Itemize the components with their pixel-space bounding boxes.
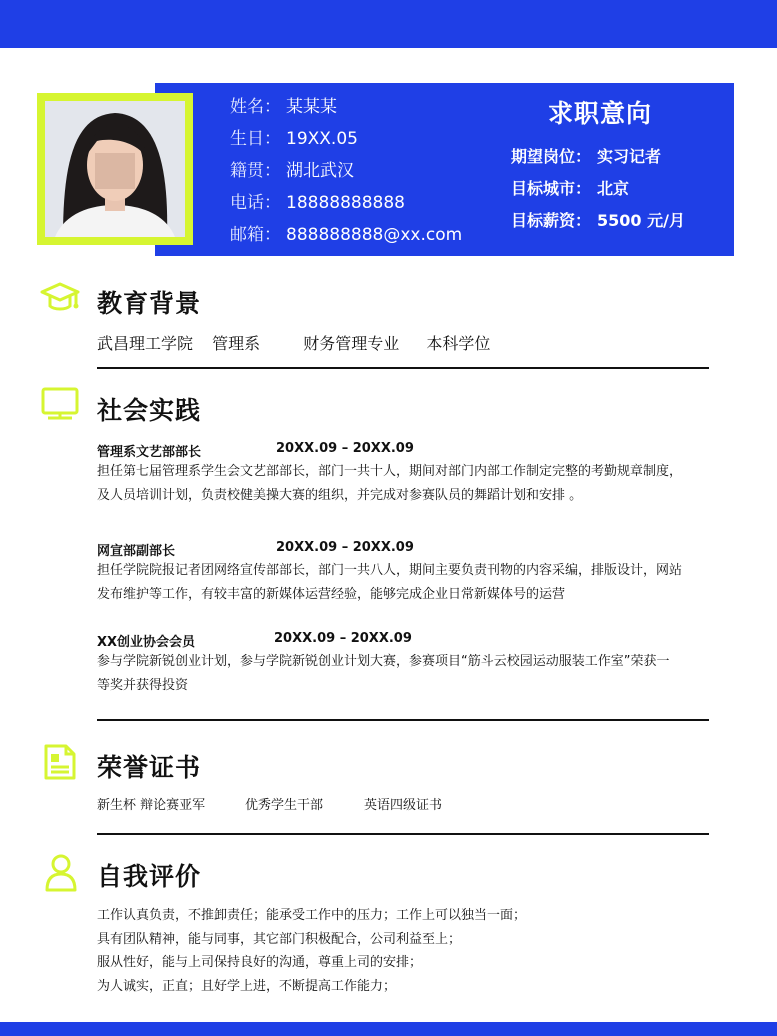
- intent-value-position: 实习记者: [597, 147, 662, 166]
- profile-photo-frame: [37, 93, 193, 245]
- education-major: 财务管理专业: [303, 334, 400, 353]
- section-divider: [97, 719, 709, 721]
- practice-description: [97, 559, 727, 607]
- intent-label: 目标城市：: [511, 179, 592, 198]
- practice-line: 等奖并获得投资: [97, 678, 189, 693]
- education-school: 武昌理工学院: [97, 334, 194, 353]
- intent-label: 目标薪资：: [511, 211, 592, 230]
- info-row-name: [230, 96, 462, 128]
- info-value-phone: 18888888888: [286, 193, 405, 213]
- info-label: 邮箱：: [230, 225, 281, 245]
- honor-item: 优秀学生干部: [245, 798, 324, 813]
- personal-info-list: [230, 96, 462, 256]
- intent-label: 期望岗位：: [511, 147, 592, 166]
- person-icon: [43, 852, 79, 892]
- practice-description: [97, 460, 727, 508]
- practice-line: 担任第七届管理系学生会文艺部部长，部门一共十人，期间对部门内部工作制定完整的考勤规章制度，: [97, 464, 683, 479]
- practice-title: 社会实践: [97, 396, 202, 425]
- bottom-banner: [0, 1022, 777, 1036]
- intent-row-city: [511, 176, 685, 208]
- info-value-name: 某某某: [286, 97, 337, 117]
- self-eval-title: 自我评价: [97, 862, 202, 891]
- practice-role: 网宣部副部长: [97, 544, 176, 559]
- info-value-birthday: 19XX.05: [286, 129, 358, 149]
- education-department: 管理系: [212, 334, 261, 353]
- job-intent-title: 求职意向: [548, 99, 653, 128]
- intent-row-position: [511, 144, 685, 176]
- practice-date: 20XX.09 – 20XX.09: [276, 441, 414, 456]
- info-row-email: [230, 224, 462, 256]
- honor-item: 新生杯 辩论赛亚军: [97, 798, 206, 813]
- intent-value-salary: 5500 元/月: [597, 211, 685, 230]
- info-label: 生日：: [230, 129, 281, 149]
- honors-title: 荣誉证书: [97, 753, 202, 782]
- practice-date: 20XX.09 – 20XX.09: [274, 631, 412, 646]
- certificate-icon: [42, 742, 78, 782]
- self-eval-line: 服从性好，能与上司保持良好的沟通，尊重上司的安排；: [97, 955, 423, 970]
- honor-item: 英语四级证书: [364, 798, 443, 813]
- education-title: 教育背景: [97, 289, 202, 318]
- info-row-phone: [230, 192, 462, 224]
- graduation-cap-icon: [38, 280, 82, 320]
- job-intent-list: [511, 144, 685, 240]
- practice-date: 20XX.09 – 20XX.09: [276, 540, 414, 555]
- education-details: [97, 331, 490, 354]
- practice-description: [97, 650, 727, 698]
- education-degree: 本科学位: [426, 334, 491, 353]
- top-banner: [0, 0, 777, 48]
- info-row-hometown: [230, 160, 462, 192]
- section-divider: [97, 367, 709, 369]
- practice-role: XX创业协会会员: [97, 635, 196, 650]
- monitor-icon: [40, 386, 80, 422]
- practice-line: 担任学院院报记者团网络宣传部部长，部门一共八人，期间主要负责刊物的内容采编，排版设计，网站: [97, 563, 683, 578]
- info-row-birthday: [230, 128, 462, 160]
- practice-line: 参与学院新锐创业计划，参与学院新锐创业计划大赛，参赛项目“筋斗云校园运动服装工作室”荣获一: [97, 654, 670, 669]
- practice-line: 发布维护等工作，有较丰富的新媒体运营经验，能够完成企业日常新媒体号的运营: [97, 587, 566, 602]
- intent-value-city: 北京: [597, 179, 630, 198]
- practice-role: 管理系文艺部部长: [97, 445, 202, 460]
- info-label: 籍贯：: [230, 161, 281, 181]
- self-eval-line: 为人诚实，正直；且好学上进，不断提高工作能力；: [97, 979, 397, 994]
- practice-line: 及人员培训计划，负责校健美操大赛的组织，并完成对参赛队员的舞蹈计划和安排 。: [97, 488, 583, 503]
- self-eval-line: 工作认真负责，不推卸责任；能承受工作中的压力；工作上可以独当一面；: [97, 908, 527, 923]
- profile-photo: [45, 101, 185, 237]
- info-label: 电话：: [230, 193, 281, 213]
- info-label: 姓名：: [230, 97, 281, 117]
- info-value-hometown: 湖北武汉: [286, 161, 354, 181]
- info-value-email: 888888888@xx.com: [286, 225, 463, 245]
- self-eval-line: 具有团队精神，能与同事，其它部门积极配合，公司利益至上；: [97, 932, 462, 947]
- intent-row-salary: [511, 208, 685, 240]
- section-divider: [97, 833, 709, 835]
